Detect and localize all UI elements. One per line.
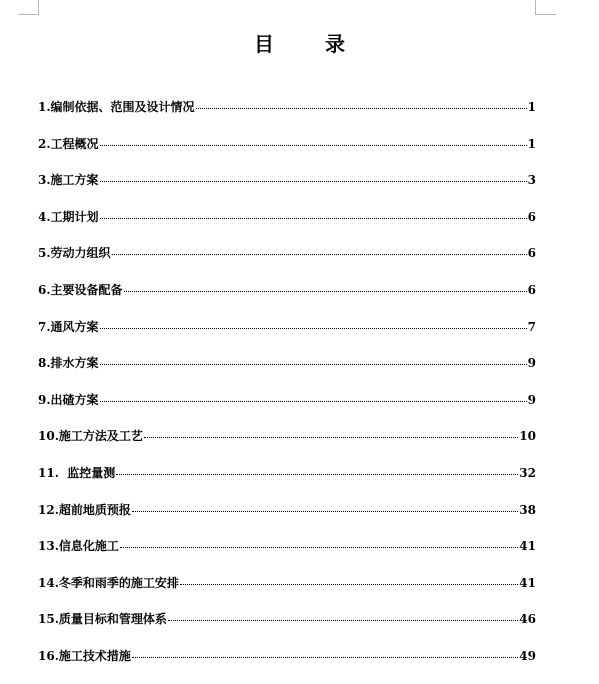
toc-dot-leader <box>100 364 527 365</box>
toc-dot-leader <box>144 437 518 438</box>
toc-entry-number: 10. <box>38 429 59 444</box>
toc-entry[interactable] <box>38 98 536 135</box>
toc-dot-leader <box>116 474 518 475</box>
toc-entry-number: 3. <box>38 173 51 188</box>
toc-title: 目 录 <box>254 32 367 56</box>
toc-entry-number: 15. <box>38 612 59 627</box>
toc-entry-label: 排水方案 <box>50 356 99 371</box>
toc-entry-label: 工期计划 <box>50 209 99 224</box>
page-corner-mark-top-right <box>535 0 556 15</box>
toc-entry[interactable] <box>38 464 536 501</box>
toc-entry-page: 49 <box>519 648 536 663</box>
toc-entry-page: 41 <box>519 539 536 554</box>
toc-entry[interactable] <box>38 318 536 355</box>
toc-entry-number: 12. <box>38 502 59 517</box>
toc-entry[interactable] <box>38 501 536 538</box>
toc-entry-label: 通风方案 <box>50 319 99 334</box>
table-of-contents <box>38 98 536 684</box>
toc-entry-page: 6 <box>527 209 536 224</box>
toc-dot-leader <box>100 401 527 402</box>
toc-entry-number: 13. <box>38 539 59 554</box>
toc-entry-label: 施工技术措施 <box>58 648 131 663</box>
toc-entry-label: 信息化施工 <box>58 539 119 554</box>
toc-entry-label: 劳动力组织 <box>50 246 111 261</box>
toc-entry[interactable] <box>38 135 536 172</box>
toc-entry[interactable] <box>38 391 536 428</box>
toc-entry[interactable] <box>38 537 536 574</box>
toc-dot-leader <box>196 108 527 109</box>
toc-entry-label: 施工方法及工艺 <box>58 429 143 444</box>
toc-entry-label: 监控量测 <box>58 465 116 480</box>
toc-entry-number: 2. <box>38 136 51 151</box>
toc-entry[interactable] <box>38 171 536 208</box>
toc-dot-leader <box>112 254 527 255</box>
toc-entry-page: 7 <box>527 319 536 334</box>
toc-entry-page: 6 <box>527 246 536 261</box>
toc-dot-leader <box>180 584 518 585</box>
page-corner-mark-top-left <box>18 0 39 15</box>
toc-entry-number: 11. <box>38 465 59 480</box>
toc-dot-leader <box>100 328 527 329</box>
toc-entry-label: 冬季和雨季的施工安排 <box>58 575 179 590</box>
toc-entry-page: 38 <box>519 502 536 517</box>
toc-entry[interactable] <box>38 574 536 611</box>
toc-entry-page: 1 <box>527 100 536 114</box>
toc-entry[interactable] <box>38 208 536 245</box>
toc-entry-page: 3 <box>527 173 536 188</box>
toc-entry-label: 编制依据、范围及设计情况 <box>50 100 195 114</box>
toc-entry-page: 46 <box>519 612 536 627</box>
toc-entry-number: 9. <box>38 392 51 407</box>
toc-entry-number: 5. <box>38 246 51 261</box>
toc-entry-number: 7. <box>38 319 51 334</box>
toc-entry-number: 1. <box>38 100 51 114</box>
toc-entry-page: 10 <box>519 429 536 444</box>
toc-entry-label: 质量目标和管理体系 <box>58 612 167 627</box>
toc-dot-leader <box>100 218 527 219</box>
toc-entry-page: 6 <box>527 282 536 297</box>
toc-entry-number: 6. <box>38 282 51 297</box>
toc-entry-label: 施工方案 <box>50 173 99 188</box>
toc-entry-label: 出碴方案 <box>50 392 99 407</box>
toc-entry-page: 32 <box>519 465 536 480</box>
toc-entry[interactable] <box>38 354 536 391</box>
toc-entry[interactable] <box>38 427 536 464</box>
toc-dot-leader <box>124 291 527 292</box>
toc-dot-leader <box>132 511 518 512</box>
toc-entry-label: 超前地质预报 <box>58 502 131 517</box>
toc-entry-number: 14. <box>38 575 59 590</box>
toc-dot-leader <box>132 657 518 658</box>
toc-entry-page: 1 <box>527 136 536 151</box>
toc-dot-leader <box>100 145 527 146</box>
toc-dot-leader <box>168 620 518 621</box>
toc-entry-page: 9 <box>527 356 536 371</box>
toc-entry-number: 8. <box>38 356 51 371</box>
toc-dot-leader <box>100 181 527 182</box>
toc-dot-leader <box>120 547 518 548</box>
toc-entry[interactable] <box>38 610 536 647</box>
toc-entry-number: 4. <box>38 209 51 224</box>
toc-entry[interactable] <box>38 647 536 684</box>
toc-entry-page: 9 <box>527 392 536 407</box>
toc-entry[interactable] <box>38 281 536 318</box>
toc-entry-number: 16. <box>38 648 59 663</box>
toc-entry-page: 41 <box>519 575 536 590</box>
toc-entry[interactable] <box>38 244 536 281</box>
toc-entry-label: 工程概况 <box>50 136 99 151</box>
toc-entry-label: 主要设备配备 <box>50 282 123 297</box>
